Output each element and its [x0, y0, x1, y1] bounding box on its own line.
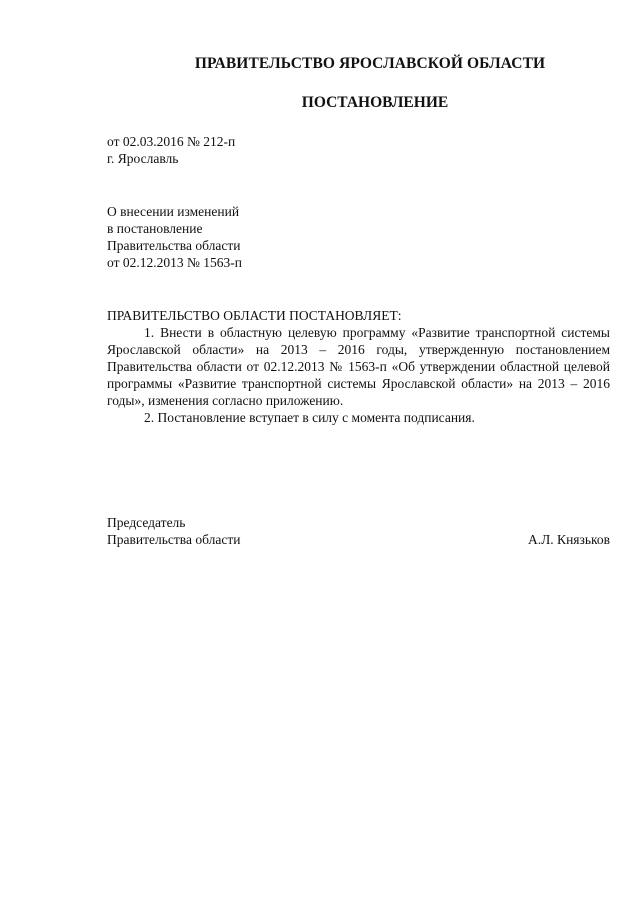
subject-line: Правительства области — [107, 238, 241, 253]
document-type: ПОСТАНОВЛЕНИЕ — [301, 94, 449, 111]
subject-line: от 02.12.2013 № 1563-п — [107, 255, 242, 270]
subject-line: О внесении изменений — [107, 204, 240, 219]
document-body — [107, 307, 610, 426]
signatory-title: Председатель — [107, 515, 186, 530]
subject-line: в постановление — [107, 221, 203, 236]
resolution-item: 2. Постановление вступает в силу с момента подписания. — [144, 410, 475, 425]
city: г. Ярославль — [107, 151, 179, 166]
government-title: ПРАВИТЕЛЬСТВО ЯРОСЛАВСКОЙ ОБЛАСТИ — [194, 55, 546, 72]
signatory-title: Правительства области — [107, 532, 241, 547]
document-meta — [107, 133, 235, 167]
signature-block — [107, 514, 610, 548]
signatory-name: А.Л. Князьков — [528, 532, 610, 547]
date-number: от 02.03.2016 № 212-п — [107, 134, 236, 149]
resolution-item: 1. Внести в областную целевую программу «Развитие транспортной системы Ярославской области» на 2013 – 2016 годы, утвержденную постановлением Правительства области от 02.12.2013 № 1563-п «Об утверждении областной целевой программы «Развитие транспортной системы Ярославской области» на 2013 – 2016 годы», изменения согласно приложению. — [107, 325, 610, 408]
document-subject — [107, 203, 242, 271]
resolution-heading: ПРАВИТЕЛЬСТВО ОБЛАСТИ ПОСТАНОВЛЯЕТ: — [107, 308, 402, 323]
